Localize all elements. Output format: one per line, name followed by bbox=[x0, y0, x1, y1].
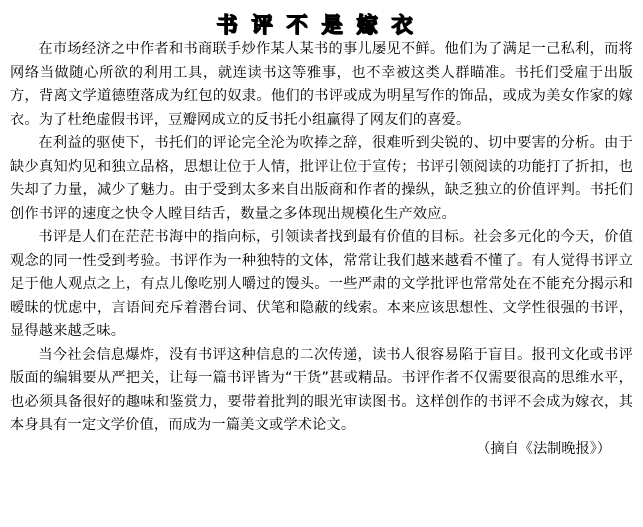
source-citation: （摘自《法制晚报》） bbox=[476, 440, 611, 457]
paragraph-4: 当今社会信息爆炸，没有书评这种信息的二次传递，读书人很容易陷于盲目。报刊文化或书评版面的编辑要从严把关，让每一篇书评皆为“干货”甚或精品。书评作者不仅需要很高的思维水平，也必须具备很好的趣味和鉴赏力，要带着批判的眼光审读图书。这样创作的书评不会成为嫁衣，其本身具有一定文学价值，而成为一篇美文或学术论文。 bbox=[10, 346, 633, 433]
paragraph-3: 书评是人们在茫茫书海中的指向标，引领读者找到最有价值的目标。社会多元化的今天，价值观念的同一性受到考验。书评作为一种独特的文体，常常让我们越来越看不懂了。有人觉得书评立足于他人观点之上，有点儿像吃别人嚼过的馒头。一些严肃的文学批评也常常处在不能充分揭示和暧昧的忧虑中，言语间充斥着潜台词、伏笔和隐蔽的线索。本来应该思想性、文学性很强的书评，显得越来越乏味。 bbox=[10, 229, 633, 339]
article-body bbox=[10, 38, 633, 461]
paragraph-2: 在利益的驱使下，书托们的评论完全沦为吹捧之辞，很难听到尖锐的、切中要害的分析。由于缺少真知灼见和独立品格，思想让位于人情，批评让位于宣传；书评引领阅读的功能打了折扣，也失却了力量，减少了魅力。由于受到太多来自出版商和作者的操纵，缺乏独立的价值评判。书托们创作书评的速度之快令人瞠目结舌，数量之多体现出规模化生产效应。 bbox=[10, 135, 633, 222]
paragraph-1: 在市场经济之中作者和书商联手炒作某人某书的事儿屡见不鲜。他们为了满足一己私利，而将网络当做随心所欲的利用工具，就连读书这等雅事，也不幸被这类人群瞄准。书托们受雇于出版方，背离文学道德堕落成为红包的奴隶。他们的书评或成为明星写作的饰品，或成为美女作家的嫁衣。为了杜绝虚假书评，豆瓣网成立的反书托小组赢得了网友们的喜爱。 bbox=[10, 41, 633, 128]
document-title-text: 书评不是嫁衣 bbox=[216, 13, 427, 37]
document-title bbox=[10, 4, 633, 38]
